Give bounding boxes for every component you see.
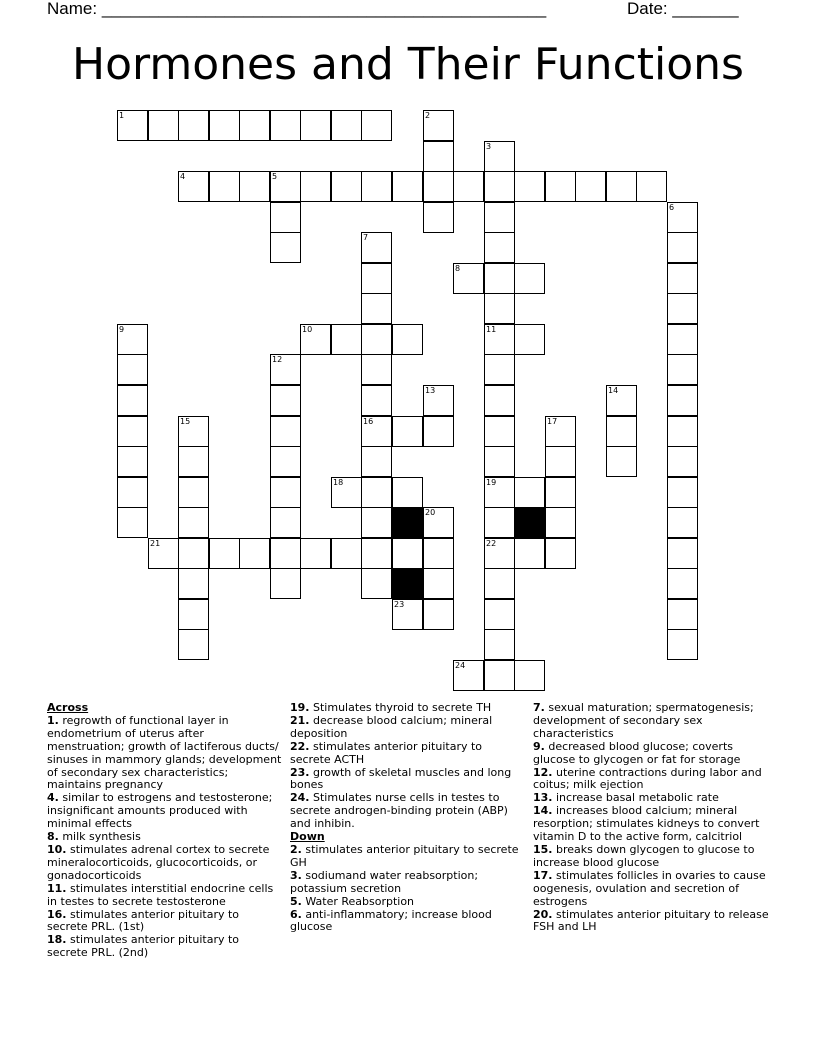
clue-number: 21. <box>290 713 310 727</box>
grid-cell[interactable] <box>392 171 423 202</box>
grid-cell[interactable] <box>453 263 484 294</box>
clue-text: increase basal metabolic rate <box>552 791 719 805</box>
cell-number: 8 <box>455 264 461 273</box>
grid-cell[interactable] <box>514 324 545 355</box>
clue-number: 4. <box>47 791 59 805</box>
grid-cell[interactable] <box>178 538 209 569</box>
grid-cell[interactable] <box>178 629 209 660</box>
clue <box>47 883 283 909</box>
grid-cell[interactable] <box>484 599 515 630</box>
grid-cell[interactable] <box>270 477 301 508</box>
clue-number: 19. <box>290 701 310 714</box>
grid-cell[interactable] <box>514 660 545 691</box>
clue <box>533 870 769 909</box>
clue-text: growth of skeletal muscles and long bones <box>290 765 512 792</box>
grid-cell[interactable] <box>514 477 545 508</box>
clue <box>533 702 769 741</box>
grid-cell[interactable] <box>178 171 209 202</box>
grid-cell[interactable] <box>545 477 576 508</box>
grid-cell[interactable] <box>484 354 515 385</box>
grid-cell[interactable] <box>484 446 515 477</box>
grid-cell[interactable] <box>270 568 301 599</box>
grid-cell[interactable] <box>270 202 301 233</box>
grid-cell[interactable] <box>667 477 698 508</box>
grid-cell[interactable] <box>484 538 515 569</box>
grid-cell[interactable] <box>392 599 423 630</box>
grid-cell[interactable] <box>361 324 392 355</box>
grid-cell[interactable] <box>361 263 392 294</box>
clue-number: 20. <box>533 907 553 921</box>
clue-number: 17. <box>533 868 553 882</box>
grid-cell[interactable] <box>239 538 270 569</box>
grid-cell[interactable] <box>484 568 515 599</box>
grid-cell[interactable] <box>545 538 576 569</box>
grid-cell[interactable] <box>117 110 148 141</box>
clue-text: Stimulates thyroid to secrete TH <box>309 701 492 714</box>
clue-number: 22. <box>290 739 310 753</box>
clue <box>47 934 283 960</box>
grid-cell[interactable] <box>392 324 423 355</box>
grid-cell[interactable] <box>300 171 331 202</box>
clue-text: stimulates anterior pituitary to secrete PRL. (1st) <box>47 907 240 934</box>
grid-block <box>392 507 423 538</box>
grid-cell[interactable] <box>667 385 698 416</box>
grid-cell[interactable] <box>667 446 698 477</box>
grid-cell[interactable] <box>361 416 392 447</box>
grid-cell[interactable] <box>178 110 209 141</box>
clue-number: 1. <box>47 713 59 727</box>
clue-text: stimulates anterior pituitary to secrete GH <box>290 842 519 869</box>
grid-cell[interactable] <box>514 171 545 202</box>
grid-block <box>514 507 545 538</box>
grid-cell[interactable] <box>270 354 301 385</box>
clue-text: Stimulates nurse cells in testes to secrete androgen-binding protein (ABP) and inhibin. <box>290 791 508 831</box>
grid-cell[interactable] <box>117 354 148 385</box>
grid-cell[interactable] <box>423 202 454 233</box>
clue-number: 12. <box>533 765 553 779</box>
grid-cell[interactable] <box>331 477 362 508</box>
clue <box>47 909 283 935</box>
grid-cell[interactable] <box>545 507 576 538</box>
cell-number: 9 <box>119 325 125 334</box>
grid-cell[interactable] <box>453 660 484 691</box>
grid-cell[interactable] <box>667 232 698 263</box>
cell-number: 14 <box>608 386 619 395</box>
grid-cell[interactable] <box>667 416 698 447</box>
cell-number: 23 <box>394 600 405 609</box>
grid-cell[interactable] <box>117 385 148 416</box>
cell-number: 13 <box>425 386 436 395</box>
grid-cell[interactable] <box>361 354 392 385</box>
clue-text: sexual maturation; spermatogenesis; development of secondary sex characteristics <box>533 701 754 740</box>
clue-text: stimulates follicles in ovaries to cause oogenesis, ovulation and secretion of estrogens <box>533 868 766 908</box>
grid-cell[interactable] <box>484 416 515 447</box>
grid-cell[interactable] <box>270 507 301 538</box>
clue <box>290 792 526 831</box>
grid-cell[interactable] <box>331 538 362 569</box>
clue-number: 23. <box>290 765 310 779</box>
grid-cell[interactable] <box>545 446 576 477</box>
grid-cell[interactable] <box>484 141 515 172</box>
grid-cell[interactable] <box>270 110 301 141</box>
grid-cell[interactable] <box>270 385 301 416</box>
clue <box>290 715 526 741</box>
grid-cell[interactable] <box>484 507 515 538</box>
clue-text: uterine contractions during labor and coitus; milk ejection <box>533 765 762 792</box>
grid-cell[interactable] <box>361 568 392 599</box>
clue <box>47 844 283 883</box>
grid-cell[interactable] <box>667 202 698 233</box>
grid-cell[interactable] <box>331 110 362 141</box>
clue-text: similar to estrogens and testosterone; insignificant amounts produced with minimal effects <box>47 791 273 831</box>
grid-cell[interactable] <box>209 538 240 569</box>
grid-cell[interactable] <box>575 171 606 202</box>
cell-number: 2 <box>425 111 431 120</box>
cell-number: 15 <box>180 417 191 426</box>
grid-cell[interactable] <box>178 446 209 477</box>
clue-text: milk synthesis <box>58 830 141 844</box>
grid-cell[interactable] <box>484 629 515 660</box>
grid-cell[interactable] <box>392 538 423 569</box>
cell-number: 7 <box>363 233 369 242</box>
clue-text: stimulates interstitial endocrine cells in testes to secrete testosterone <box>47 881 274 908</box>
grid-cell[interactable] <box>361 293 392 324</box>
clue-number: 8. <box>47 830 59 844</box>
grid-cell[interactable] <box>300 110 331 141</box>
cell-number: 5 <box>272 172 278 181</box>
grid-cell[interactable] <box>178 477 209 508</box>
clue-text: stimulates anterior pituitary to secrete PRL. (2nd) <box>47 933 240 960</box>
date-label: Date: <box>627 0 668 18</box>
grid-cell[interactable] <box>667 599 698 630</box>
clue-text: sodiumand water reabsorption; potassium secretion <box>290 868 479 895</box>
grid-cell[interactable] <box>178 416 209 447</box>
grid-cell[interactable] <box>423 416 454 447</box>
grid-cell[interactable] <box>423 599 454 630</box>
cell-number: 21 <box>150 539 161 548</box>
grid-cell[interactable] <box>453 171 484 202</box>
clue-number: 15. <box>533 842 553 856</box>
clue-text: stimulates anterior pituitary to secrete ACTH <box>290 739 483 766</box>
grid-cell[interactable] <box>117 416 148 447</box>
grid-cell[interactable] <box>667 538 698 569</box>
grid-cell[interactable] <box>606 171 637 202</box>
section-heading: Across <box>47 701 89 714</box>
clue-number: 11. <box>47 881 67 895</box>
cell-number: 22 <box>486 539 497 548</box>
grid-cell[interactable] <box>636 171 667 202</box>
clue-number: 6. <box>290 907 302 921</box>
grid-cell[interactable] <box>270 416 301 447</box>
grid-cell[interactable] <box>545 171 576 202</box>
clue <box>533 741 769 767</box>
grid-cell[interactable] <box>209 171 240 202</box>
cell-number: 6 <box>669 203 675 212</box>
cell-number: 18 <box>333 478 344 487</box>
clue-text: stimulates anterior pituitary to release FSH and LH <box>533 907 769 934</box>
grid-cell[interactable] <box>423 385 454 416</box>
grid-cell[interactable] <box>423 171 454 202</box>
grid-cell[interactable] <box>667 629 698 660</box>
grid-cell[interactable] <box>667 354 698 385</box>
cell-number: 17 <box>547 417 558 426</box>
grid-cell[interactable] <box>178 599 209 630</box>
clue <box>290 844 526 870</box>
clue-number: 7. <box>533 701 545 714</box>
grid-cell[interactable] <box>667 324 698 355</box>
grid-cell[interactable] <box>423 507 454 538</box>
grid-cell[interactable] <box>361 507 392 538</box>
cell-number: 1 <box>119 111 125 120</box>
clue <box>533 805 769 844</box>
grid-cell[interactable] <box>423 538 454 569</box>
cell-number: 3 <box>486 142 492 151</box>
clue-number: 3. <box>290 868 302 882</box>
grid-cell[interactable] <box>606 446 637 477</box>
grid-cell[interactable] <box>178 507 209 538</box>
grid-cell[interactable] <box>423 110 454 141</box>
grid-cell[interactable] <box>484 660 515 691</box>
grid-cell[interactable] <box>361 171 392 202</box>
clue-column-2 <box>290 702 526 934</box>
grid-cell[interactable] <box>239 110 270 141</box>
grid-cell[interactable] <box>423 141 454 172</box>
grid-cell[interactable] <box>667 568 698 599</box>
clue <box>290 741 526 767</box>
grid-block <box>392 568 423 599</box>
grid-cell[interactable] <box>148 538 179 569</box>
date-blank[interactable]: _______ <box>672 0 739 18</box>
clue-number: 24. <box>290 791 310 805</box>
cell-number: 12 <box>272 355 283 364</box>
grid-cell[interactable] <box>331 324 362 355</box>
clue-text: decreased blood glucose; coverts glucose to glycogen or fat for storage <box>533 739 741 766</box>
grid-cell[interactable] <box>423 568 454 599</box>
clue-text: breaks down glycogen to glucose to increase blood glucose <box>533 842 755 869</box>
grid-cell[interactable] <box>484 324 515 355</box>
grid-cell[interactable] <box>606 416 637 447</box>
grid-cell[interactable] <box>270 446 301 477</box>
grid-cell[interactable] <box>117 507 148 538</box>
grid-cell[interactable] <box>667 263 698 294</box>
grid-cell[interactable] <box>209 110 240 141</box>
grid-cell[interactable] <box>361 477 392 508</box>
clue <box>47 792 283 831</box>
clue-text: regrowth of functional layer in endometrium of uterus after menstruation; growth of lactiferous ducts/ sinuses in mammory glands; development of secondary sex characteristics; maintains pregnancy <box>47 713 282 792</box>
clue <box>290 909 526 935</box>
grid-cell[interactable] <box>117 446 148 477</box>
grid-cell[interactable] <box>300 324 331 355</box>
name-blank[interactable]: _______________________________________________ <box>101 0 547 18</box>
grid-cell[interactable] <box>484 477 515 508</box>
grid-cell[interactable] <box>361 385 392 416</box>
cell-number: 4 <box>180 172 186 181</box>
clue <box>533 844 769 870</box>
grid-cell[interactable] <box>148 110 179 141</box>
clue <box>533 767 769 793</box>
clue-number: 10. <box>47 842 67 856</box>
grid-cell[interactable] <box>392 477 423 508</box>
grid-cell[interactable] <box>484 232 515 263</box>
grid-cell[interactable] <box>270 171 301 202</box>
page-title: Hormones and Their Functions <box>72 39 744 90</box>
clue-text: decrease blood calcium; mineral deposition <box>290 713 493 740</box>
grid-cell[interactable] <box>117 324 148 355</box>
clue <box>533 909 769 935</box>
grid-cell[interactable] <box>117 477 148 508</box>
grid-cell[interactable] <box>514 538 545 569</box>
clue-number: 18. <box>47 933 67 947</box>
grid-cell[interactable] <box>484 202 515 233</box>
clue-number: 14. <box>533 804 553 818</box>
grid-cell[interactable] <box>361 232 392 263</box>
grid-cell[interactable] <box>300 538 331 569</box>
clue-number: 13. <box>533 791 553 805</box>
cell-number: 19 <box>486 478 497 487</box>
grid-cell[interactable] <box>331 171 362 202</box>
grid-cell[interactable] <box>606 385 637 416</box>
grid-cell[interactable] <box>484 385 515 416</box>
clue <box>290 767 526 793</box>
clue-text: Water Reabsorption <box>301 894 415 908</box>
grid-cell[interactable] <box>514 263 545 294</box>
cell-number: 16 <box>363 417 374 426</box>
clue-number: 16. <box>47 907 67 921</box>
cell-number: 24 <box>455 661 466 670</box>
cell-number: 10 <box>302 325 313 334</box>
grid-cell[interactable] <box>392 416 423 447</box>
clue-text: anti-inflammatory; increase blood glucose <box>290 907 492 934</box>
cell-number: 20 <box>425 508 436 517</box>
grid-cell[interactable] <box>545 416 576 447</box>
grid-cell[interactable] <box>361 538 392 569</box>
name-label: Name: <box>47 0 98 18</box>
grid-cell[interactable] <box>484 263 515 294</box>
grid-cell[interactable] <box>270 232 301 263</box>
grid-cell[interactable] <box>361 446 392 477</box>
grid-cell[interactable] <box>667 507 698 538</box>
grid-cell[interactable] <box>270 538 301 569</box>
grid-cell[interactable] <box>239 171 270 202</box>
clue-column-3 <box>533 702 769 934</box>
grid-cell[interactable] <box>484 171 515 202</box>
clue-text: increases blood calcium; mineral resorption; stimulates kidneys to convert vitamin D to the active form, calcitriol <box>533 804 760 844</box>
grid-cell[interactable] <box>361 110 392 141</box>
clue-number: 5. <box>290 894 302 908</box>
clue <box>47 715 283 792</box>
grid-cell[interactable] <box>178 568 209 599</box>
grid-cell[interactable] <box>667 293 698 324</box>
clue-number: 2. <box>290 842 302 856</box>
grid-cell[interactable] <box>484 293 515 324</box>
clue-text: stimulates adrenal cortex to secrete mineralocorticoids, glucocorticoids, or gonadocorticoids <box>47 842 270 882</box>
section-heading: Down <box>290 830 325 844</box>
clue-number: 9. <box>533 739 545 753</box>
clue-column-1 <box>47 702 283 960</box>
clue <box>290 870 526 896</box>
cell-number: 11 <box>486 325 497 334</box>
